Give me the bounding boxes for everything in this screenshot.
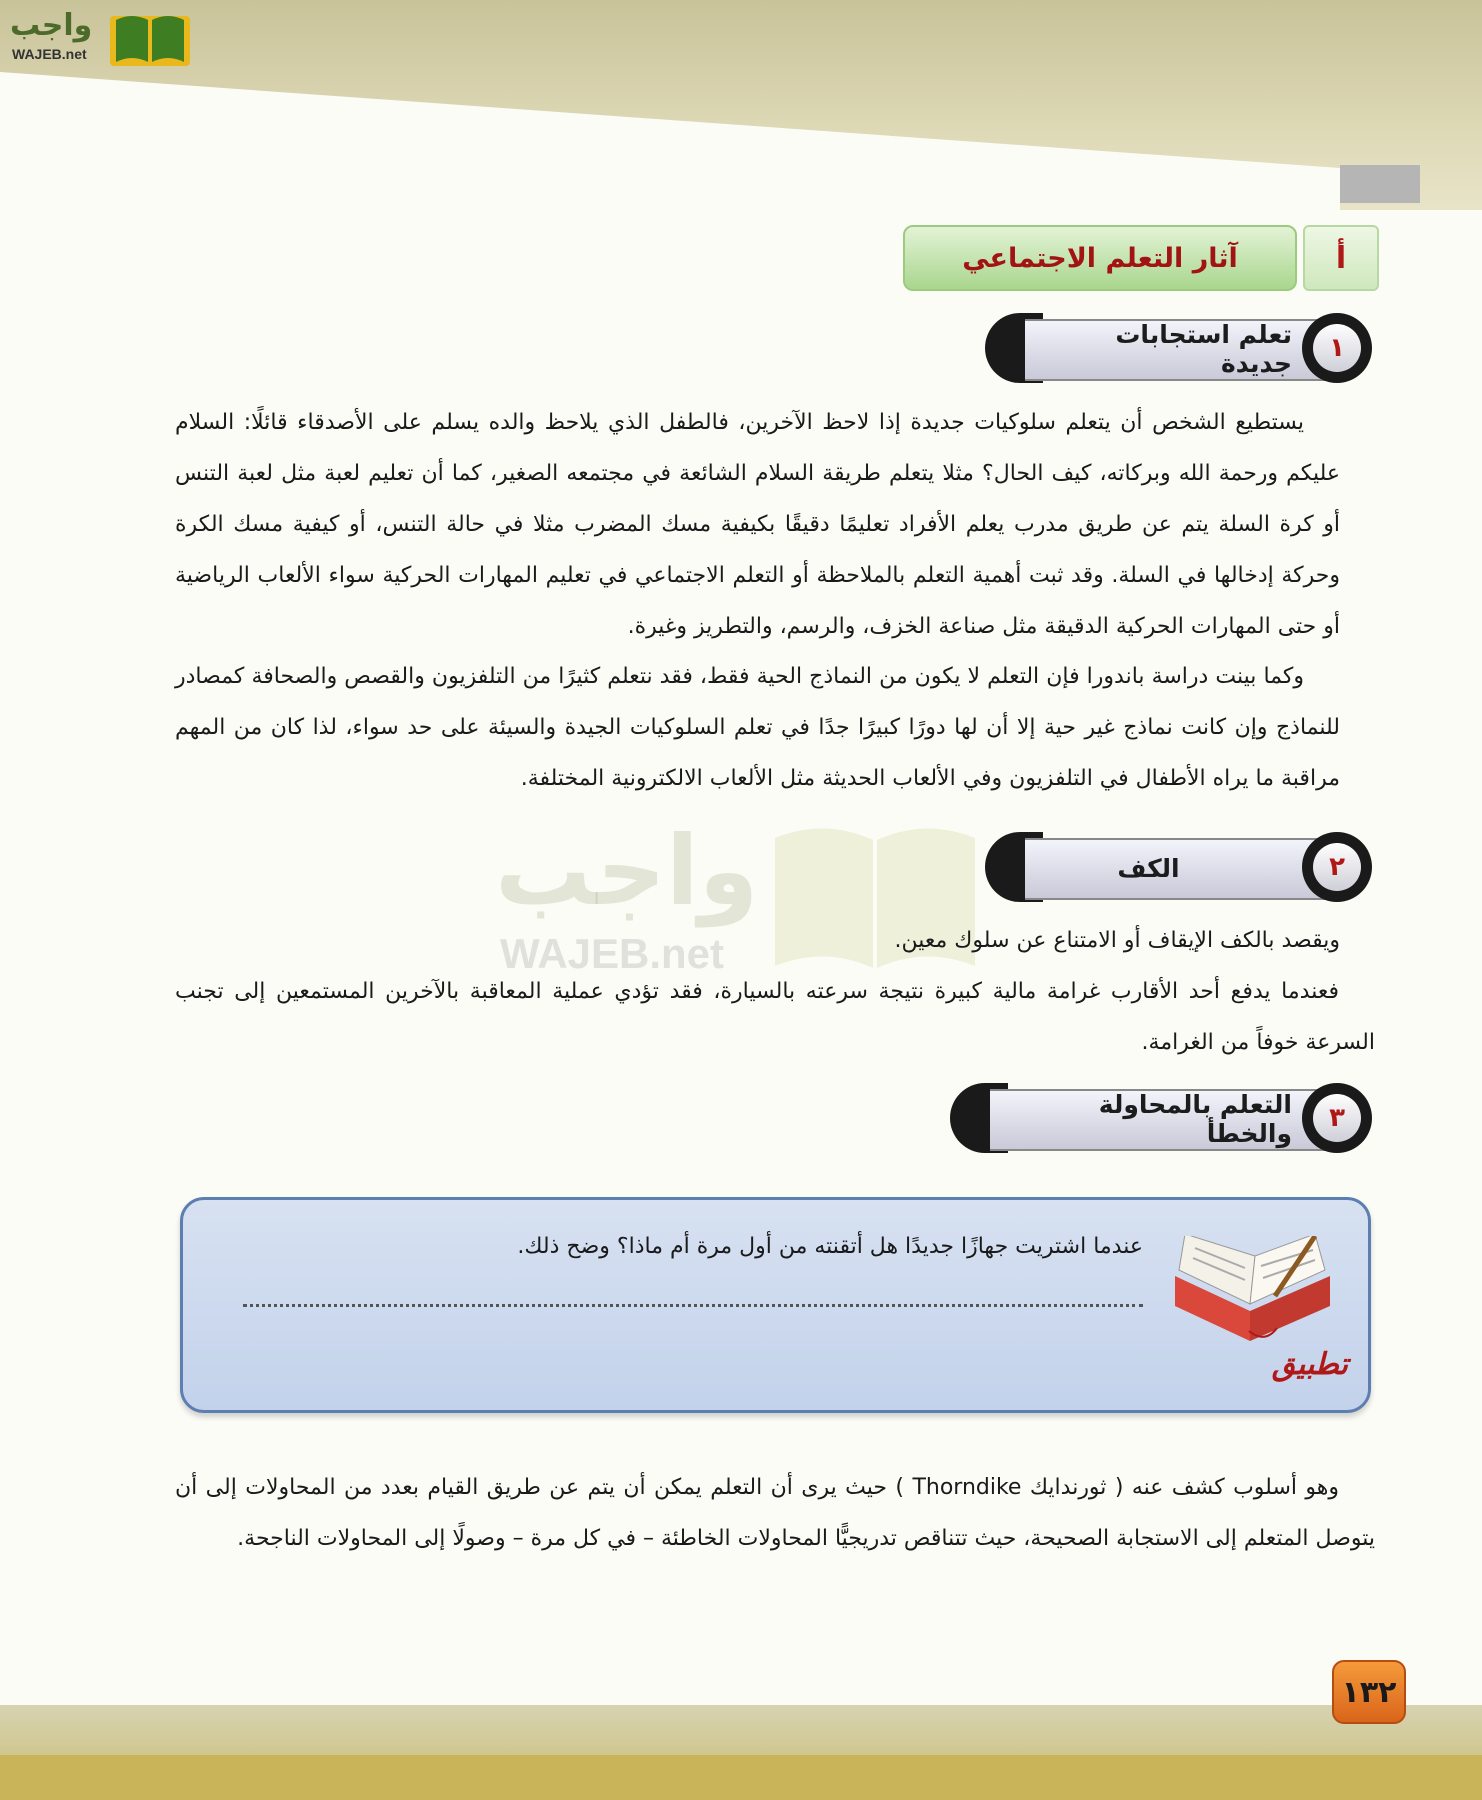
book-logo-icon — [110, 8, 190, 66]
section-letter-badge: أ — [1303, 225, 1379, 291]
bottom-decoration-stripe — [0, 1755, 1482, 1800]
application-box — [180, 1197, 1371, 1413]
heading-2-number-badge — [1302, 832, 1372, 902]
heading-2-number: ٢ — [1313, 843, 1361, 891]
heading-3-title: التعلم بالمحاولة والخطأ — [1098, 1090, 1292, 1148]
section-title: آثار التعلم الاجتماعي — [903, 225, 1297, 291]
logo-latin-text: WAJEB.net — [12, 46, 87, 62]
heading-3-number-badge — [1302, 1083, 1372, 1153]
paragraph-bandura-study: وكما بينت دراسة باندورا فإن التعلم لا يكون من النماذج الحية فقط، فقد نتعلم كثيرًا من التلفزيون والقصص والصحافة كمصادر للنماذج وإن كانت نماذج غير حية إلا أن لها دورًا كبيرًا جدًا في تعلم السلوكيات الجيدة والسيئة على حد سواء، لذا كان من المهم مراقبة ما يراه الأطفال في التلفزيون وفي الألعاب الحديثة مثل الألعاب الالكترونية المختلفة. — [175, 664, 1340, 791]
application-label: تطبيق — [1271, 1347, 1348, 1382]
heading-3 — [950, 1083, 1372, 1153]
site-logo[interactable] — [10, 6, 190, 66]
top-decoration-gray-block — [1340, 165, 1420, 203]
heading-2 — [985, 832, 1372, 902]
paragraph-new-responses: يستطيع الشخص أن يتعلم سلوكيات جديدة إذا لاحظ الآخرين، فالطفل الذي يلاحظ والده يسلم على الأصدقاء قائلًا: السلام عليكم ورحمة الله وبركاته، كيف الحال؟ مثلا يتعلم طريقة السلام الشائعة في مجتمعه الصغير، كما أن تعليم لعبة مثل لعبة التنس أو كرة السلة يتم عن طريق مدرب يعلم الأفراد تعليمًا دقيقًا بكيفية مسك المضرب مثلا في حالة التنس، أو كيفية مسك الكرة وحركة إدخالها في السلة. وقد ثبت أهمية التعلم بالملاحظة أو التعلم الاجتماعي في تعليم المهارات الحركية سواء الألعاب الرياضية أو حتى المهارات الحركية الدقيقة مثل صناعة الخزف، والرسم، والتطريز وغيرة. — [175, 410, 1340, 639]
answer-dotted-line[interactable] — [243, 1300, 1143, 1307]
heading-2-title: الكف — [1117, 853, 1180, 883]
open-book-pen-icon — [1165, 1236, 1340, 1346]
heading-1 — [985, 313, 1372, 383]
logo-arabic-text: واجب — [10, 8, 93, 43]
paragraph-inhibition-definition: ويقصد بالكف الإيقاف أو الامتناع عن سلوك معين. — [894, 928, 1340, 953]
heading-3-number: ٣ — [1313, 1094, 1361, 1142]
heading-1-number-badge — [1302, 313, 1372, 383]
watermark-latin: WAJEB.net — [500, 930, 725, 977]
paragraph-thorndike: وهو أسلوب كشف عنه ( ثورندايك Thorndike ) حيث يرى أن التعلم يمكن أن يتم عن طريق القيام بعدد من المحاولات إلى أن يتوصل المتعلم إلى الاستجابة الصحيحة، حيث تتناقص تدريجيًّا المحاولات الخاطئة – في كل مرة – وصولًا إلى المحاولات الناجحة. — [175, 1475, 1375, 1551]
heading-1-title: تعلم استجابات جديدة — [1115, 320, 1292, 378]
paragraph-inhibition-example: فعندما يدفع أحد الأقارب غرامة مالية كبيرة نتيجة سرعته بالسيارة، فقد تؤدي عملية المعاقبة بالآخرين المستمعين إلى تجنب السرعة خوفاً من الغرامة. — [175, 979, 1375, 1055]
top-decoration-band — [0, 0, 1482, 210]
application-question: عندما اشتريت جهازًا جديدًا هل أتقنته من أول مرة أم ماذا؟ وضح ذلك. — [517, 1234, 1143, 1259]
heading-1-number: ١ — [1313, 324, 1361, 372]
watermark-arabic: واجب — [495, 815, 759, 927]
page-number-badge: ١٣٢ — [1332, 1660, 1406, 1724]
